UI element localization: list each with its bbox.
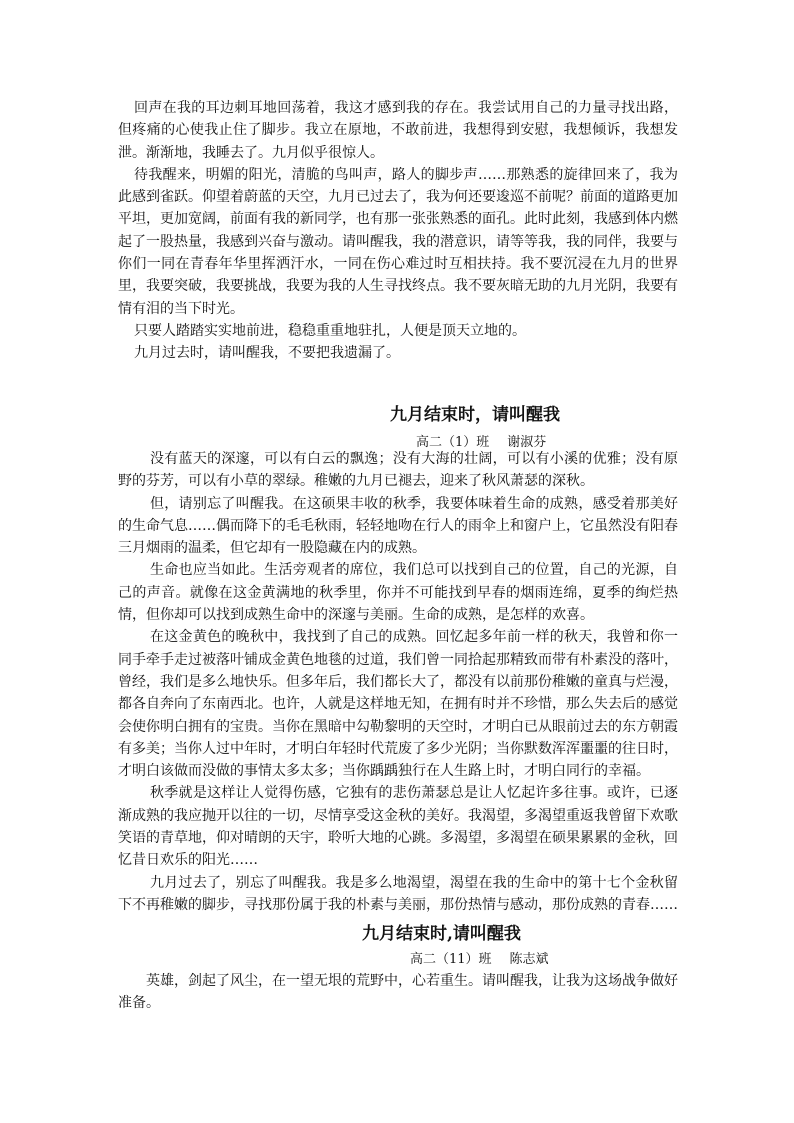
class-label: 高二（11）班	[410, 952, 492, 967]
essay-title: 九月结束时，请叫醒我	[390, 405, 560, 425]
paragraph: 没有蓝天的深邃，可以有白云的飘逸；没有大海的壮阔，可以有小溪的优雅；没有原野的芬芳，可以有小草的翠绿。稚嫩的九月已褪去，迎来了秋风萧瑟的深秋。	[118, 451, 678, 490]
paragraph: 但，请别忘了叫醒我。在这硕果丰收的秋季，我要体味着生命的成熟，感受着那美好的生命气息……偶而降下的毛毛秋雨，轻轻地吻在行人的雨伞上和窗户上，它虽然没有阳春三月烟雨的温柔，但它却有一股隐藏在内的成熟。	[118, 495, 678, 557]
essay-continuation	[118, 97, 678, 365]
paragraph: 只要人踏踏实实地前进，稳稳重重地驻扎，人便是顶天立地的。	[134, 322, 526, 339]
paragraph: 九月过去了，别忘了叫醒我。我是多么地渴望，渴望在我的生命中的第十七个金秋留下不再稚嫩的脚步，寻找那份属于我的朴素与美丽，那份热情与感动，那份成熟的青春……	[118, 874, 678, 913]
class-label: 高二（1）班	[416, 435, 490, 450]
author-name: 谢淑芬	[507, 435, 547, 450]
essay-body	[118, 970, 678, 1015]
paragraph: 在这金黄色的晚秋中，我找到了自己的成熟。回忆起多年前一样的秋天，我曾和你一同手牵手走过被落叶铺成金黄色地毯的过道，我们曾一同拾起那精致而带有朴素没的落叶，曾经，我们是多么地快乐。但多年后，我们都长大了，都没有以前那份稚嫩的童真与烂漫，都各自奔向了东南西北。也许，人就是这样地无知，在拥有时并不珍惜，那么失去后的感觉会使你明白拥有的宝贵。当你在黑暗中勾勒黎明的天空时，才明白已从眼前过去的东方朝霞有多美；当你人过中年时，才明白年轻时代荒废了多少光阴；当你默数浑浑噩噩的往日时，才明白该做而没做的事情太多太多；当你踽踽独行在人生路上时，才明白同行的幸福。	[118, 629, 678, 780]
paragraph: 秋季就是这样让人觉得伤感，它独有的悲伤萧瑟总是让人忆起许多往事。或许，已逐渐成熟的我应抛开以往的一切，尽情享受这金秋的美好。我渴望，多渴望重返我曾留下欢歌笑语的青草地，仰对晴朗的天宇，聆听大地的心跳。多渴望，多渴望在硕果累累的金秋，回忆昔日欢乐的阳光……	[118, 785, 678, 869]
essay-title: 九月结束时,请叫醒我	[362, 924, 521, 944]
paragraph: 九月过去时，请叫醒我，不要把我遗漏了。	[134, 345, 400, 362]
paragraph: 生命也应当如此。生活旁观者的席位，我们总可以找到自己的位置，自己的光源，自己的声音。就像在这金黄满地的秋季里，你并不可能找到早春的烟雨连绵，夏季的绚烂热情，但你却可以找到成熟生命中的深邃与美丽。生命的成熟，是怎样的欢喜。	[118, 562, 678, 624]
essay-body	[118, 448, 678, 916]
paragraph: 待我醒来，明媚的阳光，清脆的鸟叫声，路人的脚步声……那熟悉的旋律回来了，我为此感到雀跃。仰望着蔚蓝的天空，九月已过去了，我为何还要逡巡不前呢？前面的道路更加平坦，更加宽阔，前面有我的新同学，也有那一张张熟悉的面孔。此时此刻，我感到体内燃起了一股热量，我感到兴奋与激动。请叫醒我，我的潜意识，请等等我，我的同伴，我要与你们一同在青春年华里挥洒汗水，一同在伤心难过时互相扶持。我不要沉浸在九月的世界里，我要突破，我要挑战，我要为我的人生寻找终点。我不要灰暗无助的九月光阴，我要有情有泪的当下时光。	[118, 166, 678, 317]
paragraph: 英雄，剑起了风尘，在一望无垠的荒野中，心若重生。请叫醒我，让我为这场战争做好准备。	[118, 973, 678, 1012]
author-name: 陈志斌	[509, 952, 549, 967]
paragraph: 回声在我的耳边刺耳地回荡着，我这才感到我的存在。我尝试用自己的力量寻找出路，但疼痛的心使我止住了脚步。我立在原地，不敢前进，我想得到安慰，我想倾诉，我想发泄。渐渐地，我睡去了。九月似乎很惊人。	[118, 100, 678, 161]
essay-byline	[410, 948, 549, 967]
